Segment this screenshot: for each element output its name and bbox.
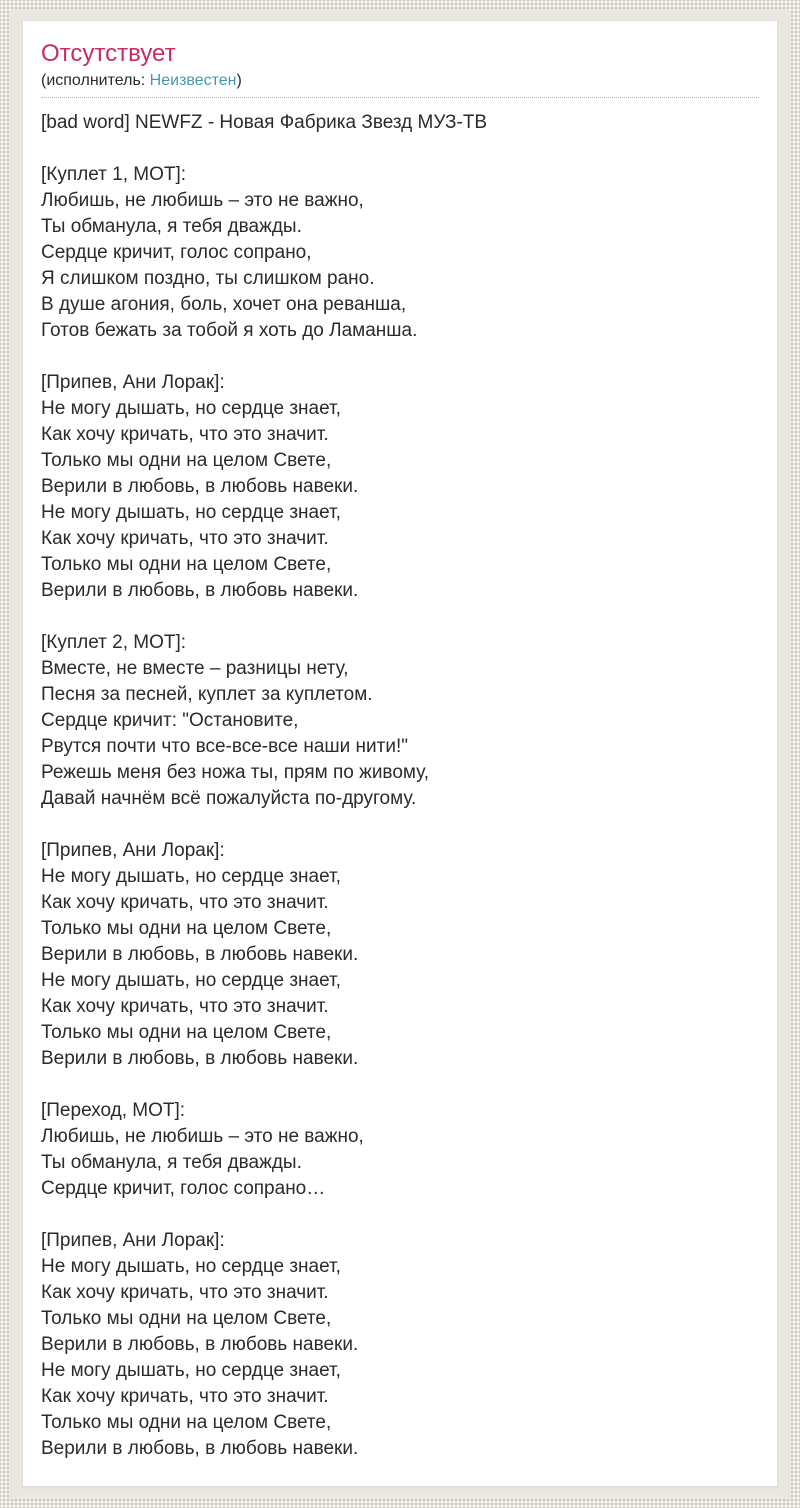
lyric-line: Сердце кричит, голос сопрано, bbox=[41, 242, 312, 263]
lyric-line: Не могу дышать, но сердце знает, bbox=[41, 398, 341, 419]
lyric-line: Верили в любовь, в любовь навеки. bbox=[41, 1438, 359, 1459]
lyric-line: [Припев, Ани Лорак]: bbox=[41, 372, 225, 393]
lyric-line: [Куплет 2, МОТ]: bbox=[41, 632, 187, 653]
lyric-line: Как хочу кричать, что это значит. bbox=[41, 996, 329, 1017]
lyric-line: Не могу дышать, но сердце знает, bbox=[41, 970, 341, 991]
lyric-line: В душе агония, боль, хочет она реванша, bbox=[41, 294, 407, 315]
lyric-line: Только мы одни на целом Свете, bbox=[41, 450, 332, 471]
lyric-line: Сердце кричит: "Остановите, bbox=[41, 710, 299, 731]
lyric-line: Как хочу кричать, что это значит. bbox=[41, 528, 329, 549]
lyric-line: [Переход, МОТ]: bbox=[41, 1100, 186, 1121]
lyric-line: Как хочу кричать, что это значит. bbox=[41, 424, 329, 445]
lyric-line: Сердце кричит, голос сопрано… bbox=[41, 1178, 326, 1199]
lyric-line: Готов бежать за тобой я хоть до Ламанша. bbox=[41, 320, 418, 341]
lyrics-stanza bbox=[41, 1098, 759, 1202]
lyric-line: [Припев, Ани Лорак]: bbox=[41, 1230, 225, 1251]
song-title: Отсутствует bbox=[41, 40, 176, 67]
lyric-line: Не могу дышать, но сердце знает, bbox=[41, 1256, 341, 1277]
lyric-line: [Припев, Ани Лорак]: bbox=[41, 840, 225, 861]
lyric-line: Только мы одни на целом Свете, bbox=[41, 1022, 332, 1043]
lyric-line: Только мы одни на целом Свете, bbox=[41, 1308, 332, 1329]
artist-line bbox=[41, 71, 759, 98]
lyric-line: Только мы одни на целом Свете, bbox=[41, 1412, 332, 1433]
lyric-line: Любишь, не любишь – это не важно, bbox=[41, 1126, 364, 1147]
artist-label-suffix: ) bbox=[236, 72, 242, 89]
lyric-line: Режешь меня без ножа ты, прям по живому, bbox=[41, 762, 430, 783]
lyric-line: Не могу дышать, но сердце знает, bbox=[41, 866, 341, 887]
lyric-line: Верили в любовь, в любовь навеки. bbox=[41, 580, 359, 601]
artist-label-prefix: (исполнитель: bbox=[41, 72, 150, 89]
lyric-line: Верили в любовь, в любовь навеки. bbox=[41, 476, 359, 497]
lyric-line: Вместе, не вместе – разницы нету, bbox=[41, 658, 349, 679]
lyric-line: [bad word] NEWFZ - Новая Фабрика Звезд МУЗ-ТВ bbox=[41, 112, 488, 133]
lyric-line: [Куплет 1, МОТ]: bbox=[41, 164, 187, 185]
lyrics-stanza bbox=[41, 110, 759, 136]
song-header bbox=[41, 41, 759, 98]
lyric-line: Верили в любовь, в любовь навеки. bbox=[41, 944, 359, 965]
lyric-line: Рвутся почти что все-все-все наши нити!" bbox=[41, 736, 408, 757]
lyrics-stanza bbox=[41, 370, 759, 604]
lyrics-text bbox=[41, 110, 759, 1462]
lyric-line: Только мы одни на целом Свете, bbox=[41, 918, 332, 939]
content-area bbox=[10, 10, 790, 1498]
lyric-line: Верили в любовь, в любовь навеки. bbox=[41, 1334, 359, 1355]
lyric-line: Песня за песней, куплет за куплетом. bbox=[41, 684, 373, 705]
lyric-line: Только мы одни на целом Свете, bbox=[41, 554, 332, 575]
lyrics-stanza bbox=[41, 630, 759, 812]
lyric-line: Не могу дышать, но сердце знает, bbox=[41, 1360, 341, 1381]
lyric-line: Ты обманула, я тебя дважды. bbox=[41, 1152, 302, 1173]
artist-link[interactable]: Неизвестен bbox=[149, 72, 237, 89]
lyric-line: Как хочу кричать, что это значит. bbox=[41, 1282, 329, 1303]
lyric-line: Верили в любовь, в любовь навеки. bbox=[41, 1048, 359, 1069]
lyric-line: Я слишком поздно, ты слишком рано. bbox=[41, 268, 375, 289]
lyrics-stanza bbox=[41, 162, 759, 344]
lyric-line: Давай начнём всё пожалуйста по-другому. bbox=[41, 788, 417, 809]
lyrics-card bbox=[22, 20, 778, 1487]
lyrics-stanza bbox=[41, 1228, 759, 1462]
lyric-line: Любишь, не любишь – это не важно, bbox=[41, 190, 364, 211]
lyric-line: Не могу дышать, но сердце знает, bbox=[41, 502, 341, 523]
lyric-line: Как хочу кричать, что это значит. bbox=[41, 892, 329, 913]
lyric-line: Как хочу кричать, что это значит. bbox=[41, 1386, 329, 1407]
lyrics-stanza bbox=[41, 838, 759, 1072]
lyric-line: Ты обманула, я тебя дважды. bbox=[41, 216, 302, 237]
